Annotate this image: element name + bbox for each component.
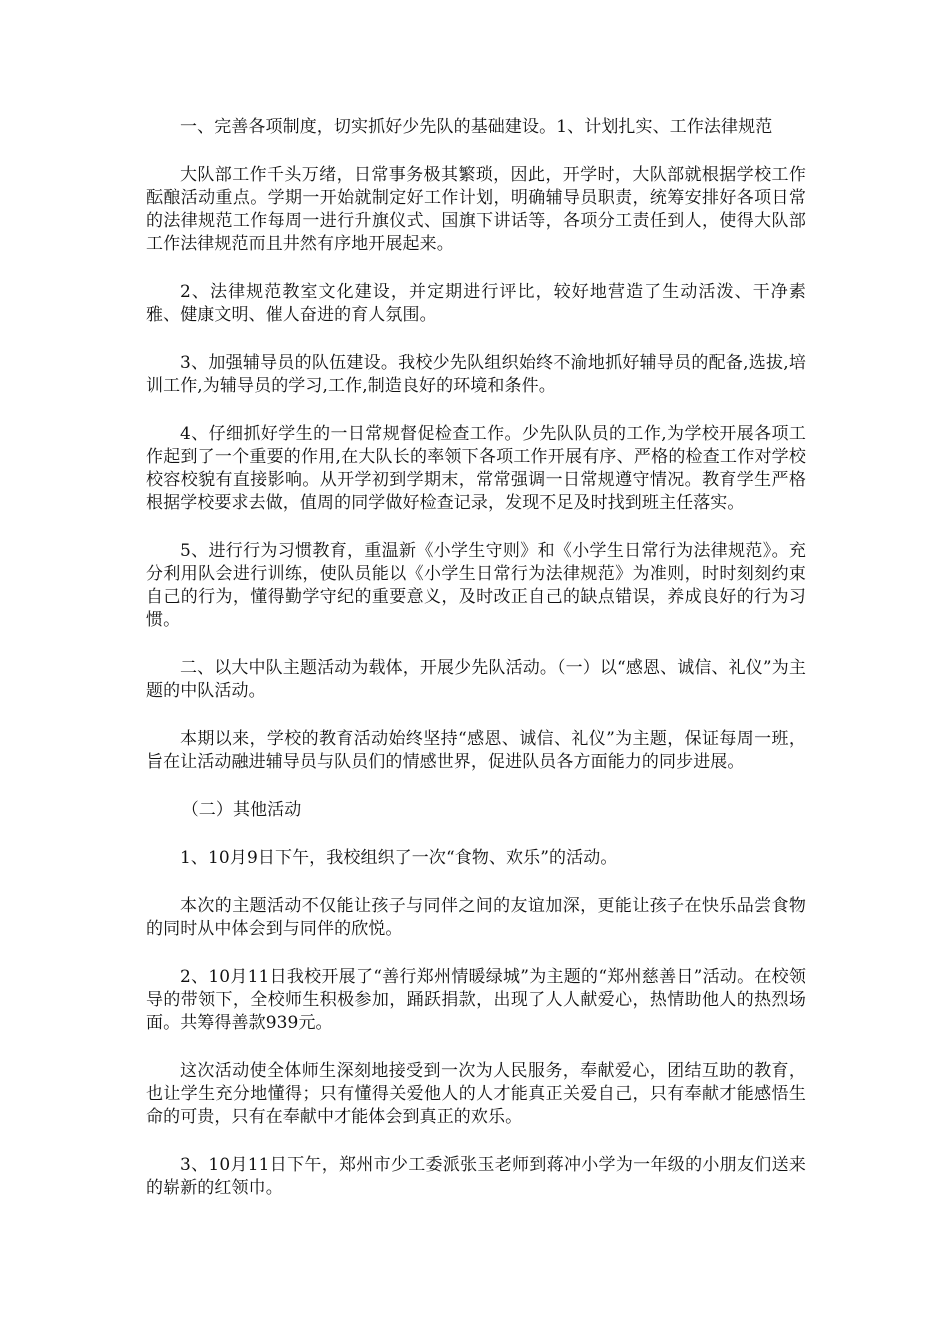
paragraph-behavior-habits: 5、进行行为习惯教育，重温新《小学生守则》和《小学生日常行为法律规范》。充分利用队会进行训练，使队员能以《小学生日常行为法律规范》为准则，时时刻刻约束自己的行为，懂得勤学守纪的重要意义，及时改正自己的缺点错误，养成良好的行为习惯。	[146, 541, 806, 630]
paragraph-brigade-work: 大队部工作千头万绪，日常事务极其繁琐，因此，开学时，大队部就根据学校工作酝酿活动重点。学期一开始就制定好工作计划，明确辅导员职责，统筹安排好各项日常的法律规范工作每周一进行升旗仪式、国旗下讲话等，各项分工责任到人，使得大队部工作法律规范而且井然有序地开展起来。	[146, 165, 806, 254]
paragraph-counselor-team: 3、加强辅导员的队伍建设。我校少先队组织始终不渝地抓好辅导员的配备,选拔,培训工作,为辅导员的学习,工作,制造良好的环境和条件。	[146, 353, 806, 396]
paragraph-classroom-culture: 2、法律规范教室文化建设，并定期进行评比，较好地营造了生动活泼、干净素雅、健康文明、催人奋进的育人氛围。	[146, 282, 806, 325]
paragraph-theme-activity: 本期以来，学校的教育活动始终坚持“感恩、诚信、礼仪”为主题，保证每周一班，旨在让活动融进辅导员与队员们的情感世界，促进队员各方面能力的同步进展。	[146, 729, 806, 772]
document-body	[146, 116, 806, 1225]
paragraph-red-scarf: 3、10月11日下午，郑州市少工委派张玉老师到蒋冲小学为一年级的小朋友们送来的崭新的红领巾。	[146, 1155, 806, 1198]
paragraph-section-two-heading: 二、以大中队主题活动为载体，开展少先队活动。（一）以“感恩、诚信、礼仪”为主题的中队活动。	[146, 658, 806, 701]
paragraph-section-one-heading: 一、完善各项制度，切实抓好少先队的基础建设。1、计划扎实、工作法律规范	[180, 117, 773, 137]
paragraph-charity-reflection: 这次活动使全体师生深刻地接受到一次为人民服务，奉献爱心，团结互助的教育，也让学生充分地懂得；只有懂得关爱他人的人才能真正关爱自己，只有奉献才能感悟生命的可贵，只有在奉献中才能体会到真正的欢乐。	[146, 1061, 806, 1127]
paragraph-food-joy-activity: 1、10月9日下午，我校组织了一次“食物、欢乐”的活动。	[180, 848, 618, 868]
paragraph-charity-day: 2、10月11日我校开展了“善行郑州情暖绿城”为主题的“郑州慈善日”活动。在校领导的带领下，全校师生积极参加，踊跃捐款，出现了人人献爱心，热情助他人的热烈场面。共筹得善款939元。	[146, 967, 806, 1033]
paragraph-daily-routine: 4、仔细抓好学生的一日常规督促检查工作。少先队队员的工作,为学校开展各项工作起到了一个重要的作用,在大队长的率领下各项工作开展有序、严格的检查工作对学校校容校貌有直接影响。从开学初到学期末，常常强调一日常规遵守情况。教育学生严格根据学校要求去做，值周的同学做好检查记录，发现不足及时找到班主任落实。	[146, 424, 806, 513]
paragraph-other-activities-heading: （二）其他活动	[181, 800, 302, 820]
paragraph-food-joy-summary: 本次的主题活动不仅能让孩子与同伴之间的友谊加深，更能让孩子在快乐品尝食物的同时从中体会到与同伴的欣悦。	[146, 896, 806, 939]
